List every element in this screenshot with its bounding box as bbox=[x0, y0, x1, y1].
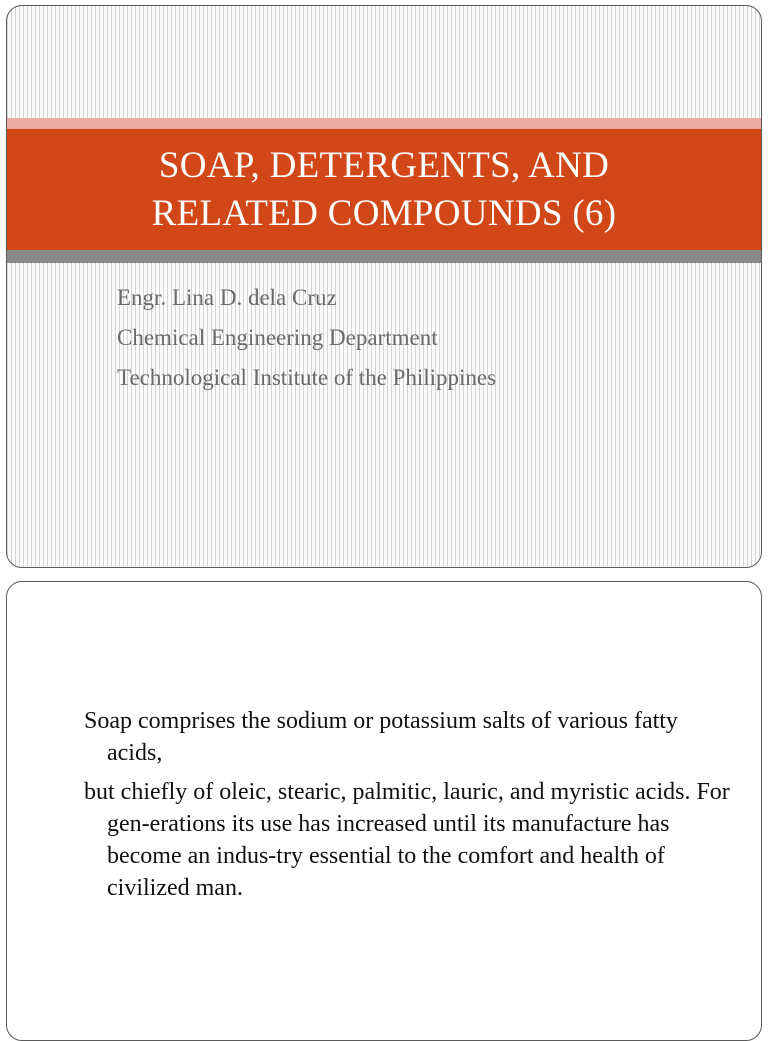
content-slide bbox=[6, 581, 762, 1041]
subtitle-block bbox=[117, 278, 496, 398]
divider-stripe bbox=[7, 250, 761, 263]
department-name: Chemical Engineering Department bbox=[117, 325, 438, 350]
slide-title-line-1: SOAP, DETERGENTS, AND bbox=[158, 144, 610, 186]
title-slide bbox=[6, 5, 762, 568]
accent-stripe bbox=[7, 118, 761, 129]
title-band bbox=[7, 129, 761, 250]
slide-title-line-2: RELATED COMPOUNDS (6) bbox=[151, 192, 617, 234]
slide-body bbox=[84, 705, 734, 911]
body-paragraph-1: Soap comprises the sodium or potassium salts of various fatty acids, bbox=[84, 708, 678, 766]
institution-name: Technological Institute of the Philippines bbox=[117, 365, 497, 390]
body-paragraph-2: but chiefly of oleic, stearic, palmitic, lauric, and myristic acids. For gen-erations its use has increased until its manufacture has become an indus-try essential to the comfort and health of civilized man. bbox=[84, 779, 730, 901]
author-name: Engr. Lina D. dela Cruz bbox=[117, 285, 337, 310]
